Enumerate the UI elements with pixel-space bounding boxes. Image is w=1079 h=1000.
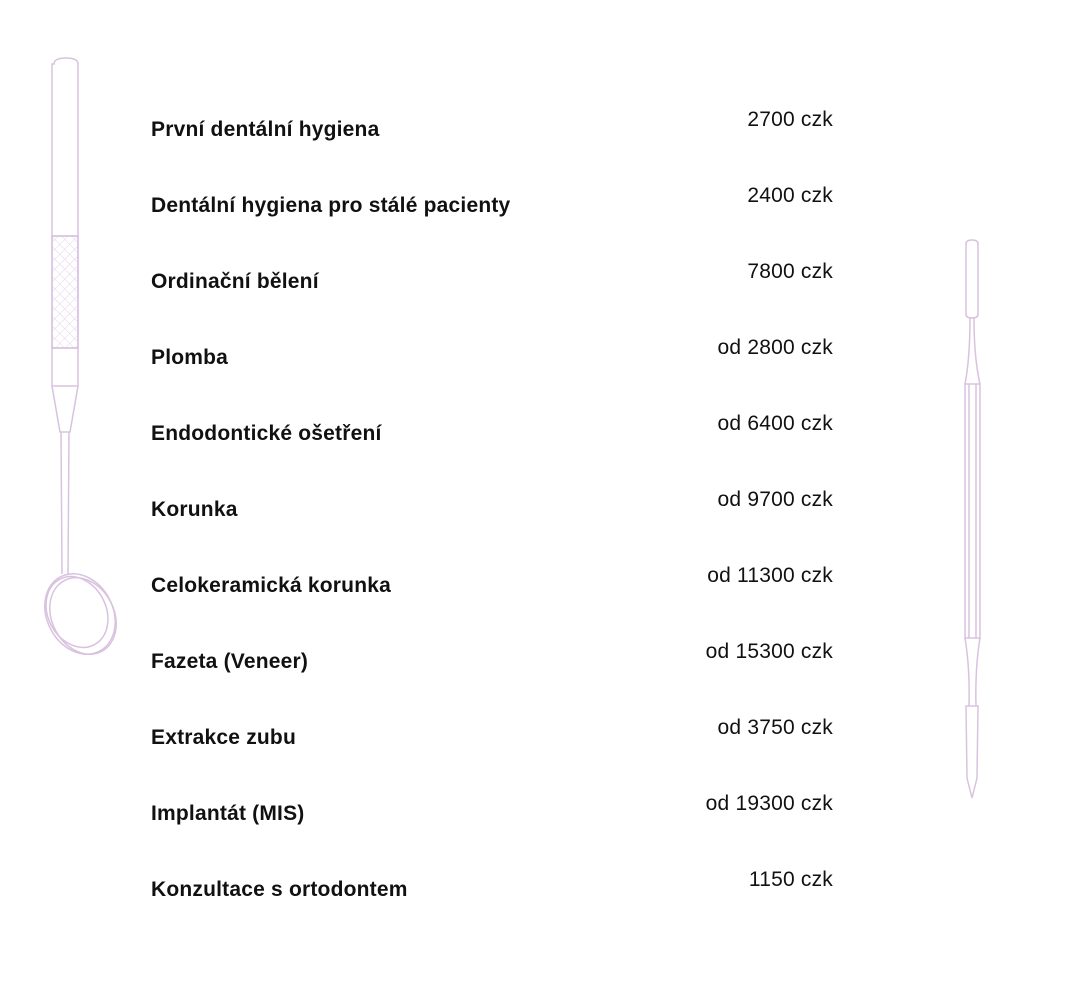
service-name: Celokeramická korunka bbox=[151, 574, 391, 597]
service-price: 2700 czk bbox=[747, 108, 833, 131]
service-name: Fazeta (Veneer) bbox=[151, 650, 309, 673]
price-list bbox=[151, 100, 833, 936]
service-price: od 11300 czk bbox=[707, 564, 833, 587]
service-name: Extrakce zubu bbox=[151, 726, 296, 749]
service-name: Dentální hygiena pro stálé pacienty bbox=[151, 194, 511, 217]
service-name: Konzultace s ortodontem bbox=[151, 878, 408, 901]
list-item bbox=[151, 860, 833, 936]
list-item bbox=[151, 100, 833, 176]
service-name: Plomba bbox=[151, 346, 229, 369]
dental-probe-icon bbox=[958, 238, 986, 802]
service-name: První dentální hygiena bbox=[151, 118, 380, 141]
service-price: od 6400 czk bbox=[717, 412, 833, 435]
list-item bbox=[151, 328, 833, 404]
service-price: od 15300 czk bbox=[705, 640, 833, 663]
service-price: 7800 czk bbox=[747, 260, 833, 283]
service-price: od 3750 czk bbox=[717, 716, 833, 739]
list-item bbox=[151, 404, 833, 480]
service-price: od 19300 czk bbox=[705, 792, 833, 815]
list-item bbox=[151, 176, 833, 252]
service-name: Implantát (MIS) bbox=[151, 802, 305, 825]
service-price: 2400 czk bbox=[747, 184, 833, 207]
service-price: od 9700 czk bbox=[717, 488, 833, 511]
list-item bbox=[151, 784, 833, 860]
service-name: Endodontické ošetření bbox=[151, 422, 382, 445]
service-name: Korunka bbox=[151, 498, 238, 521]
service-price: 1150 czk bbox=[748, 868, 833, 891]
list-item bbox=[151, 556, 833, 632]
service-name: Ordinační bělení bbox=[151, 270, 319, 293]
list-item bbox=[151, 252, 833, 328]
dental-mirror-icon bbox=[40, 56, 122, 660]
service-price: od 2800 czk bbox=[717, 336, 833, 359]
list-item bbox=[151, 708, 833, 784]
list-item bbox=[151, 480, 833, 556]
list-item bbox=[151, 632, 833, 708]
